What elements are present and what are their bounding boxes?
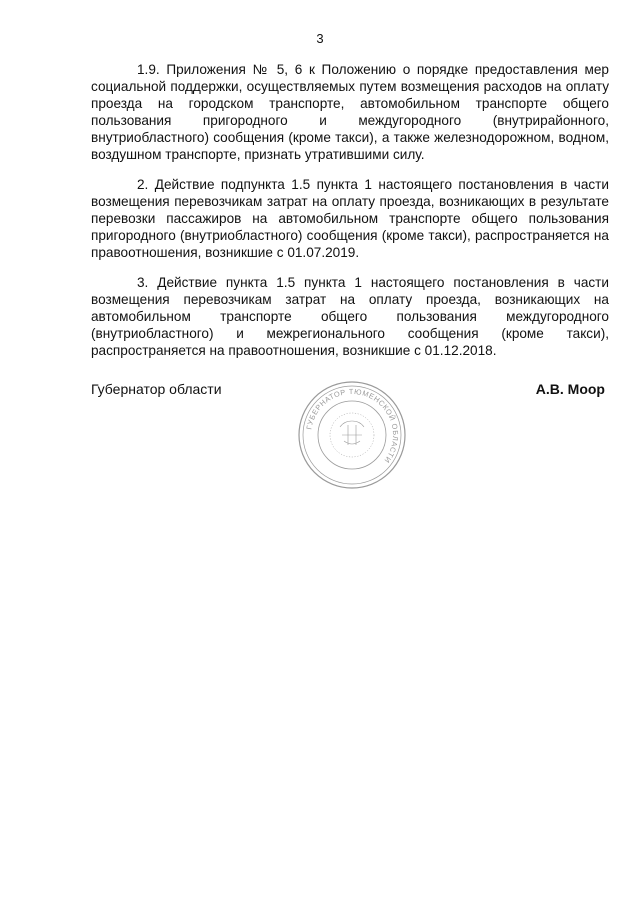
paragraph-2: 2. Действие подпункта 1.5 пункта 1 настоящего постановления в части возмещения перевозчикам затрат на оплату проезда, возникающих в результате перевозки пассажиров на автомобильном транспорте общего пользования пригородного (внутриобластного) сообщения (кроме такси), распространяется на правоотношения, возникшие с 01.07.2019.	[91, 177, 609, 260]
seal-graphic	[299, 382, 405, 488]
signer-title: Губернатор области	[91, 381, 222, 397]
seal-ring-text: ГУБЕРНАТОР ТЮМЕНСКОЙ ОБЛАСТИ	[304, 386, 401, 466]
page-number: 3	[316, 31, 324, 46]
signer-name: А.В. Моор	[535, 381, 605, 397]
paragraph-1-9: 1.9. Приложения № 5, 6 к Положению о порядке предоставления мер социальной поддержки, осуществляемых путем возмещения расходов на оплату проезда на городском транспорте, автомобильном транспорте общего пользования пригородного и междугородного (внутрирайонного, внутриобластного) сообщения (кроме такси), а также железнодорожном, водном, воздушном транспорте, признать утратившими силу.	[91, 62, 609, 162]
official-seal-stamp	[296, 379, 408, 491]
document-body	[91, 61, 609, 372]
paragraph-3: 3. Действие пункта 1.5 пункта 1 настоящего постановления в части возмещения перевозчикам затрат на оплату проезда, возникающих на автомобильном транспорте общего пользования междугородного (внутриобластного) и межрегионального сообщения (кроме такси), распространяется на правоотношения, возникшие с 01.12.2018.	[91, 275, 609, 358]
